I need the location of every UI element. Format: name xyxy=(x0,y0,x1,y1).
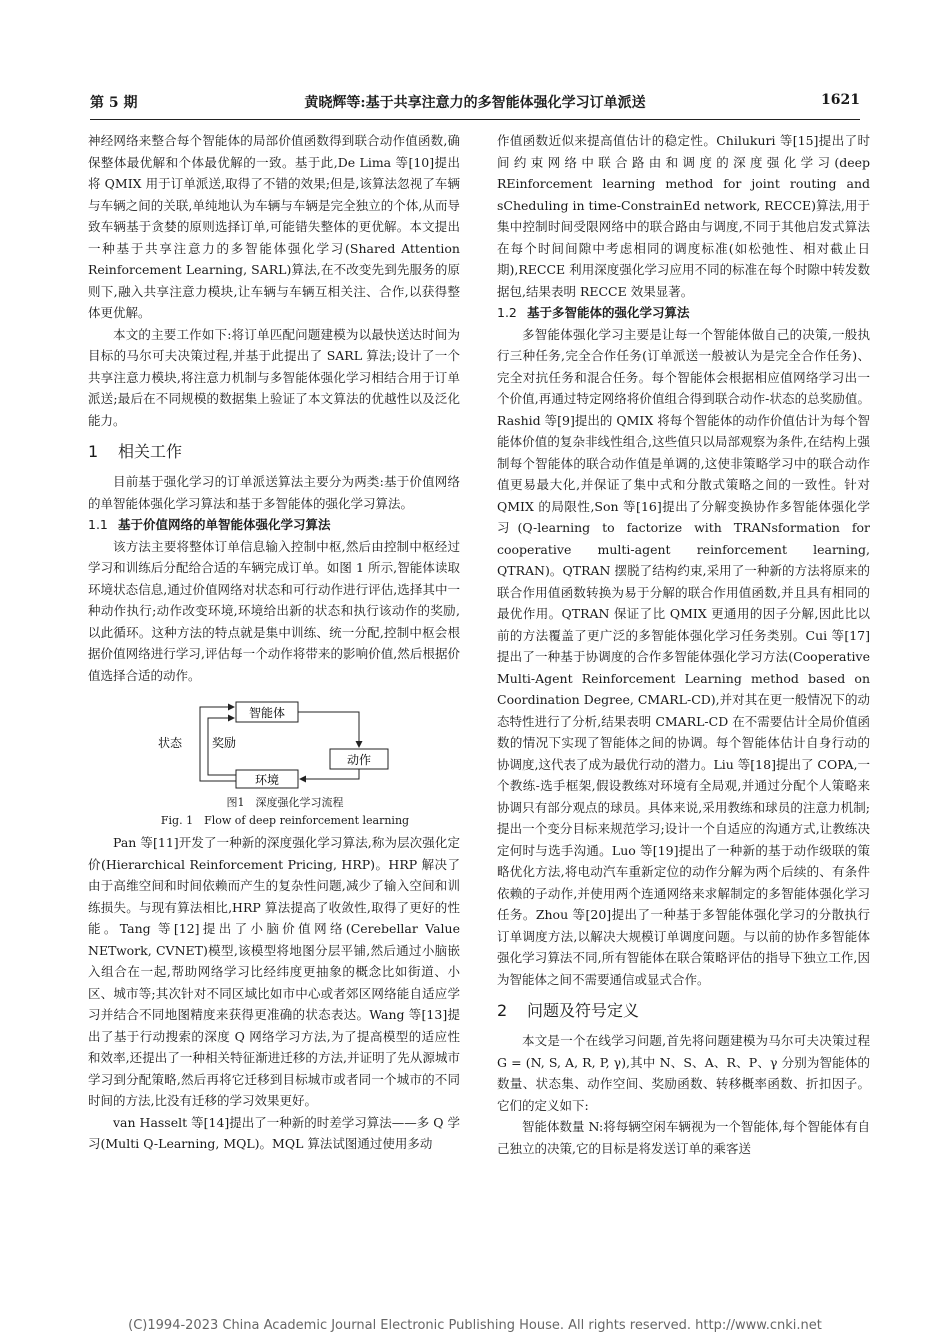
figure-caption-cn: 图1 深度强化学习流程 xyxy=(226,796,344,809)
subsection-heading xyxy=(497,302,870,324)
reward-label: 奖励 xyxy=(212,736,237,750)
agent-label: 智能体 xyxy=(248,706,286,720)
header-rule xyxy=(90,119,860,120)
right-column xyxy=(497,130,870,1159)
copyright-footer: (C)1994-2023 China Academic Journal Electronic Publishing House. All rights reserved. http://www.cnki.net xyxy=(128,1318,822,1333)
paragraph: Pan 等[11]开发了一种新的深度强化学习算法,称为层次强化定价(Hierarchical Reinforcement Pricing, HRP)。HRP 解决了由于高维空间和时间依赖而产生的复杂性问题,减少了输入空间和训练损失。与现有算法相比,HRP 算法提高了收敛性,取得了更好的性能。Tang 等[12]提出了小脑价值网络(Cerebellar Value NETwork, CVNET)模型,该模型将地图分层平铺,然后通过小脑嵌入组合在一起,帮助网络学习比经纬度更抽象的概念比如街道、小区、城市等;其次针对不同区域比如市中心或者郊区网络能自适应学习并结合不同地图精度来获得更准确的状态表达。Wang 等[13]提出了基于行动搜索的深度 Q 网络学习方法,为了提高模型的适应性和效率,还提出了一种相关特征渐进迁移的方法,并证明了先从源城市学习到分配策略,然后再将它迁移到目标城市或者同一个城市的不同时间的方法,比没有迁移的学习效果更好。 xyxy=(88,835,460,1108)
paragraph: 神经网络来整合每个智能体的局部价值函数得到联合动作值函数,确保整体最优解和个体最优解的一致。基于此,De Lima 等[10]提出将 QMIX 用于订单派送,取得了不错的效果;但是,该算法忽视了车辆与车辆之间的关联,单纯地认为车辆与车辆是完全独立的个体,从而导致车辆基于贪婪的原则选择订单,可能错失整体的更优解。本文提出一种基于共享注意力的多智能体强化学习(Shared Attention Reinforcement Learning, SARL)算法,在不改变先到先服务的原则下,融入共享注意力模块,让车辆与车辆互相关注、合作,以获得整体更优解。 xyxy=(88,133,460,320)
action-label: 动作 xyxy=(346,753,372,767)
paragraph: 该方法主要将整体订单信息输入控制中枢,然后由控制中枢经过学习和训练后分配给合适的车辆完成订单。如图 1 所示,智能体读取环境状态信息,通过价值网络对状态和可行动作进行评估,选择其中一种动作执行;动作改变环境,环境给出新的状态和执行该动作的奖励,以此循环。这种方法的特点就是集中训练、统一分配,控制中枢会根据价值网络进行学习,评估每一个动作将带来的影响价值,然后根据价值选择合适的动作。 xyxy=(88,538,460,683)
agent-to-action-arrow xyxy=(298,712,359,747)
paragraph: 多智能体强化学习主要是让每一个智能体做自己的决策,一般执行三种任务,完全合作任务(订单派送一般被认为是完全合作任务)、完全对抗任务和混合任务。每个智能体会根据相应值网络学习出一个价值,再通过特定网络将价值组合得到联合动作-状态的总奖励值。Rashid 等[9]提出的 QMIX 将每个智能体的动作价值估计为每个智能体价值的复杂非线性组合,这些值只以局部观察为条件,在结构上强制每个智能体的联合动作值是单调的,这使非策略学习中的联合动作值更易最大化,并保证了集中式和分散式策略之间的一致性。针对 QMIX 的局限性,Son 等[16]提出了分解变换协作多智能体强化学习(Q-learning to factorize with TRANsformation for cooperative multi-agent reinforcement learning, QTRAN)。QTRAN 摆脱了结构约束,采用了一种新的方法将原来的联合作用值函数转换为易于分解的联合作用值函数,并且具有相同的最优作用。QTRAN 保证了比 QMIX 更通用的因子分解,因此比以前的方法覆盖了更广泛的多智能体强化学习任务类别。Cui 等[17]提出了一种基于协调度的合作多智能体强化学习方法(Cooperative Multi-Agent Reinforcement Learning method based on Coordination Degree, CMARL-CD),并对其在更一般情况下的动态特性进行了分析,结果表明 CMARL-CD 在不需要估计全局价值函数的情况下实现了智能体之间的协调。每个智能体估计自身行动的协调度,这代表了成为最优行动的潜力。Liu 等[18]提出了 COPA,一个教练-选手框架,假设教练对环境有全局观,并通过分配个人策略来协调只有部分观点的球员。具体来说,采用教练和球员的注意力机制;提出一个变分目标来规范学习;设计一个自适应的沟通方式,让教练决定何时与选手沟通。Luo 等[19]提出了一种新的基于动作级联的策略优化方法,将电动汽车重新定位的动作分解为两个后续的、有条件依赖的子动作,并使用两个连通网络来求解制定的多智能体强化学习任务。Zhou 等[20]提出了一种基于多智能体强化学习的分散执行订单调度方法,以解决大规模订单调度问题。与以前的协作多智能体强化学习算法不同,所有智能体在联合策略评估的指导下独立工作,因为智能体之间不需要通信或显式合作。 xyxy=(497,326,871,987)
figure-1 xyxy=(88,690,460,830)
paragraph: 智能体数量 N:将每辆空闲车辆视为一个智能体,每个智能体有自己独立的决策,它的目标是将发送订单的乘客送 xyxy=(497,1119,870,1156)
section-heading xyxy=(497,998,870,1024)
figure-caption-en: Fig. 1 Flow of deep reinforcement learning xyxy=(160,814,410,827)
env-label: 环境 xyxy=(254,773,280,787)
state-label: 状态 xyxy=(158,736,183,750)
section-title: 相关工作 xyxy=(118,442,183,461)
section-number: 1 xyxy=(88,442,99,461)
running-title: 黄晓辉等:基于共享注意力的多智能体强化学习订单派送 xyxy=(304,95,646,111)
subsection-title: 基于价值网络的单智能体强化学习算法 xyxy=(118,517,331,532)
paragraph: 目前基于强化学习的订单派送算法主要分为两类:基于价值网络的单智能体强化学习算法和基于多智能体的强化学习算法。 xyxy=(88,474,460,511)
subsection-title: 基于多智能体的强化学习算法 xyxy=(527,305,690,320)
left-column xyxy=(88,130,460,1155)
subsection-number: 1.1 xyxy=(88,517,108,532)
paragraph: 作值函数近似来提高值估计的稳定性。Chilukuri 等[15]提出了时间约束网络中联合路由和调度的深度强化学习(deep REinforcement learning method for joint routing and sCheduling in time-ConstrainEd network, RECCE)算法,用于集中控制时间受限网络中的联合路由与调度,不同于其他启发式算法在每个时间间隙中考虑相同的调度标准(如松弛性、相对截止日期),RECCE 利用深度强化学习应用不同的标准在每个时隙中转发数据包,结果表明 RECCE 效果显著。 xyxy=(497,133,871,299)
issue-number: 第 5 期 xyxy=(90,95,138,111)
running-header xyxy=(90,92,860,118)
paragraph: 本文是一个在线学习问题,首先将问题建模为马尔可夫决策过程 G = (N, S, A, R, P, γ),其中 N、S、A、R、P、γ 分别为智能体的数量、状态集、动作空间、奖励函数、转移概率函数、折扣因子。它们的定义如下: xyxy=(497,1033,870,1113)
page-number: 1621 xyxy=(821,92,860,108)
rl-flow-diagram xyxy=(88,690,460,790)
subsection-number: 1.2 xyxy=(497,305,517,320)
paragraph: 本文的主要工作如下:将订单匹配问题建模为以最快送达时间为目标的马尔可夫决策过程,并基于此提出了 SARL 算法;设计了一个共享注意力模块,将注意力机制与多智能体强化学习相结合用于订单派送;最后在不同规模的数据集上验证了本文算法的优越性以及泛化能力。 xyxy=(88,326,460,428)
section-title: 问题及符号定义 xyxy=(527,1001,640,1020)
action-to-env-arrow xyxy=(300,769,359,779)
paragraph: van Hasselt 等[14]提出了一种新的时差学习算法——多 Q 学习(Multi Q-Learning, MQL)。MQL 算法试图通过使用多动 xyxy=(88,1114,460,1151)
subsection-heading xyxy=(88,514,460,536)
section-number: 2 xyxy=(497,1001,508,1020)
section-heading xyxy=(88,439,460,465)
